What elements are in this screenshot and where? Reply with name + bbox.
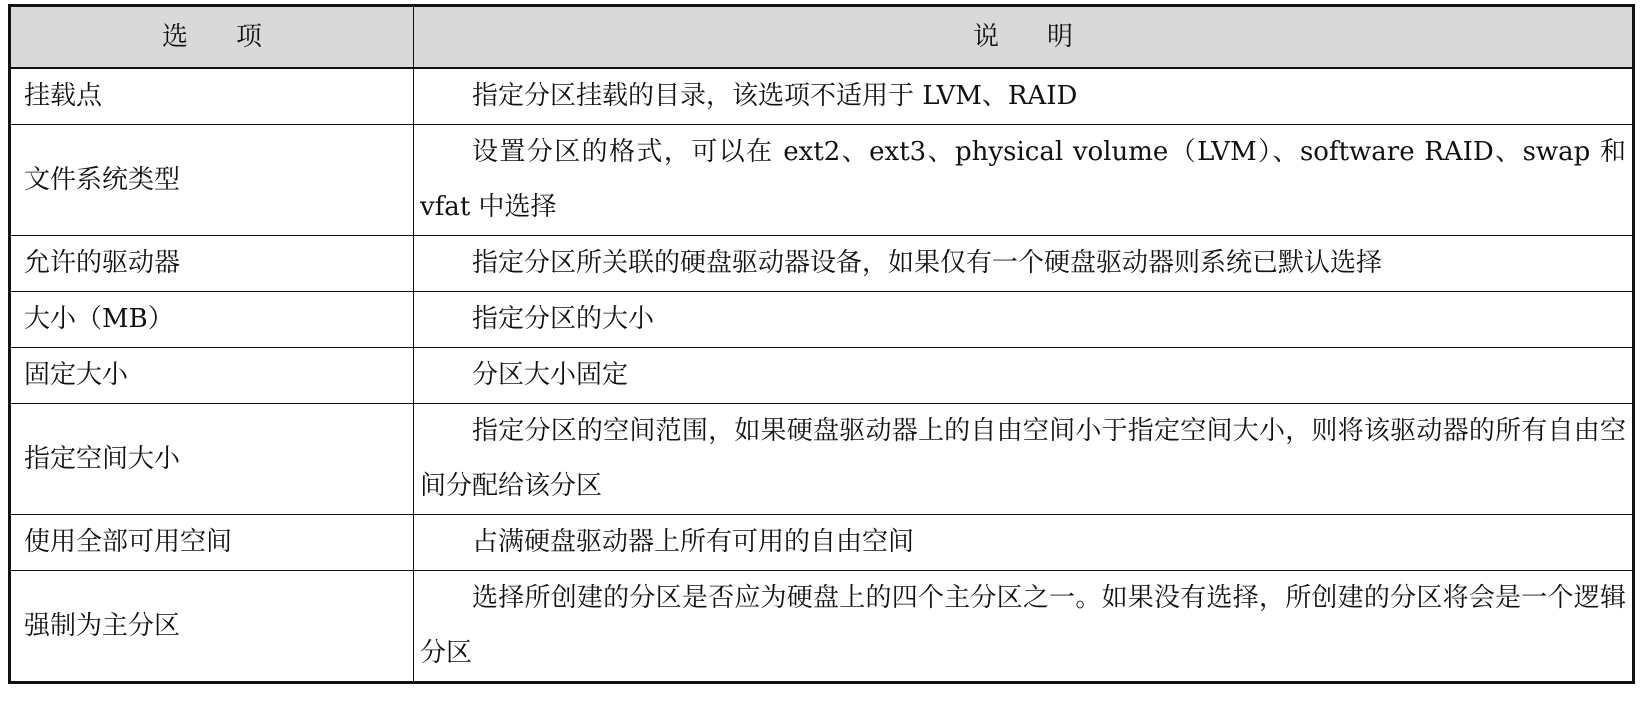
description-cell: 占满硬盘驱动器上所有可用的自由空间 bbox=[414, 515, 1634, 571]
option-cell: 使用全部可用空间 bbox=[10, 515, 414, 571]
table-header-row bbox=[10, 6, 1634, 69]
header-description: 说明 bbox=[414, 6, 1634, 69]
table-row bbox=[10, 571, 1634, 683]
option-cell: 文件系统类型 bbox=[10, 125, 414, 236]
table-row bbox=[10, 125, 1634, 236]
option-cell: 指定空间大小 bbox=[10, 404, 414, 515]
header-option: 选项 bbox=[10, 6, 414, 69]
description-cell: 指定分区的空间范围，如果硬盘驱动器上的自由空间小于指定空间大小，则将该驱动器的所有自由空间分配给该分区 bbox=[414, 404, 1634, 515]
option-cell: 允许的驱动器 bbox=[10, 236, 414, 292]
option-cell: 强制为主分区 bbox=[10, 571, 414, 683]
description-cell: 分区大小固定 bbox=[414, 348, 1634, 404]
table-row bbox=[10, 236, 1634, 292]
description-cell: 指定分区挂载的目录，该选项不适用于 LVM、RAID bbox=[414, 68, 1634, 125]
description-cell: 指定分区的大小 bbox=[414, 292, 1634, 348]
option-cell: 大小（MB） bbox=[10, 292, 414, 348]
table-row bbox=[10, 292, 1634, 348]
table-row bbox=[10, 348, 1634, 404]
table-row bbox=[10, 404, 1634, 515]
option-cell: 挂载点 bbox=[10, 68, 414, 125]
table-row bbox=[10, 68, 1634, 125]
description-cell: 设置分区的格式，可以在 ext2、ext3、physical volume（LVM）、software RAID、swap 和 vfat 中选择 bbox=[414, 125, 1634, 236]
option-cell: 固定大小 bbox=[10, 348, 414, 404]
table-row bbox=[10, 515, 1634, 571]
options-table bbox=[8, 4, 1635, 684]
description-cell: 选择所创建的分区是否应为硬盘上的四个主分区之一。如果没有选择，所创建的分区将会是一个逻辑分区 bbox=[414, 571, 1634, 683]
description-cell: 指定分区所关联的硬盘驱动器设备，如果仅有一个硬盘驱动器则系统已默认选择 bbox=[414, 236, 1634, 292]
